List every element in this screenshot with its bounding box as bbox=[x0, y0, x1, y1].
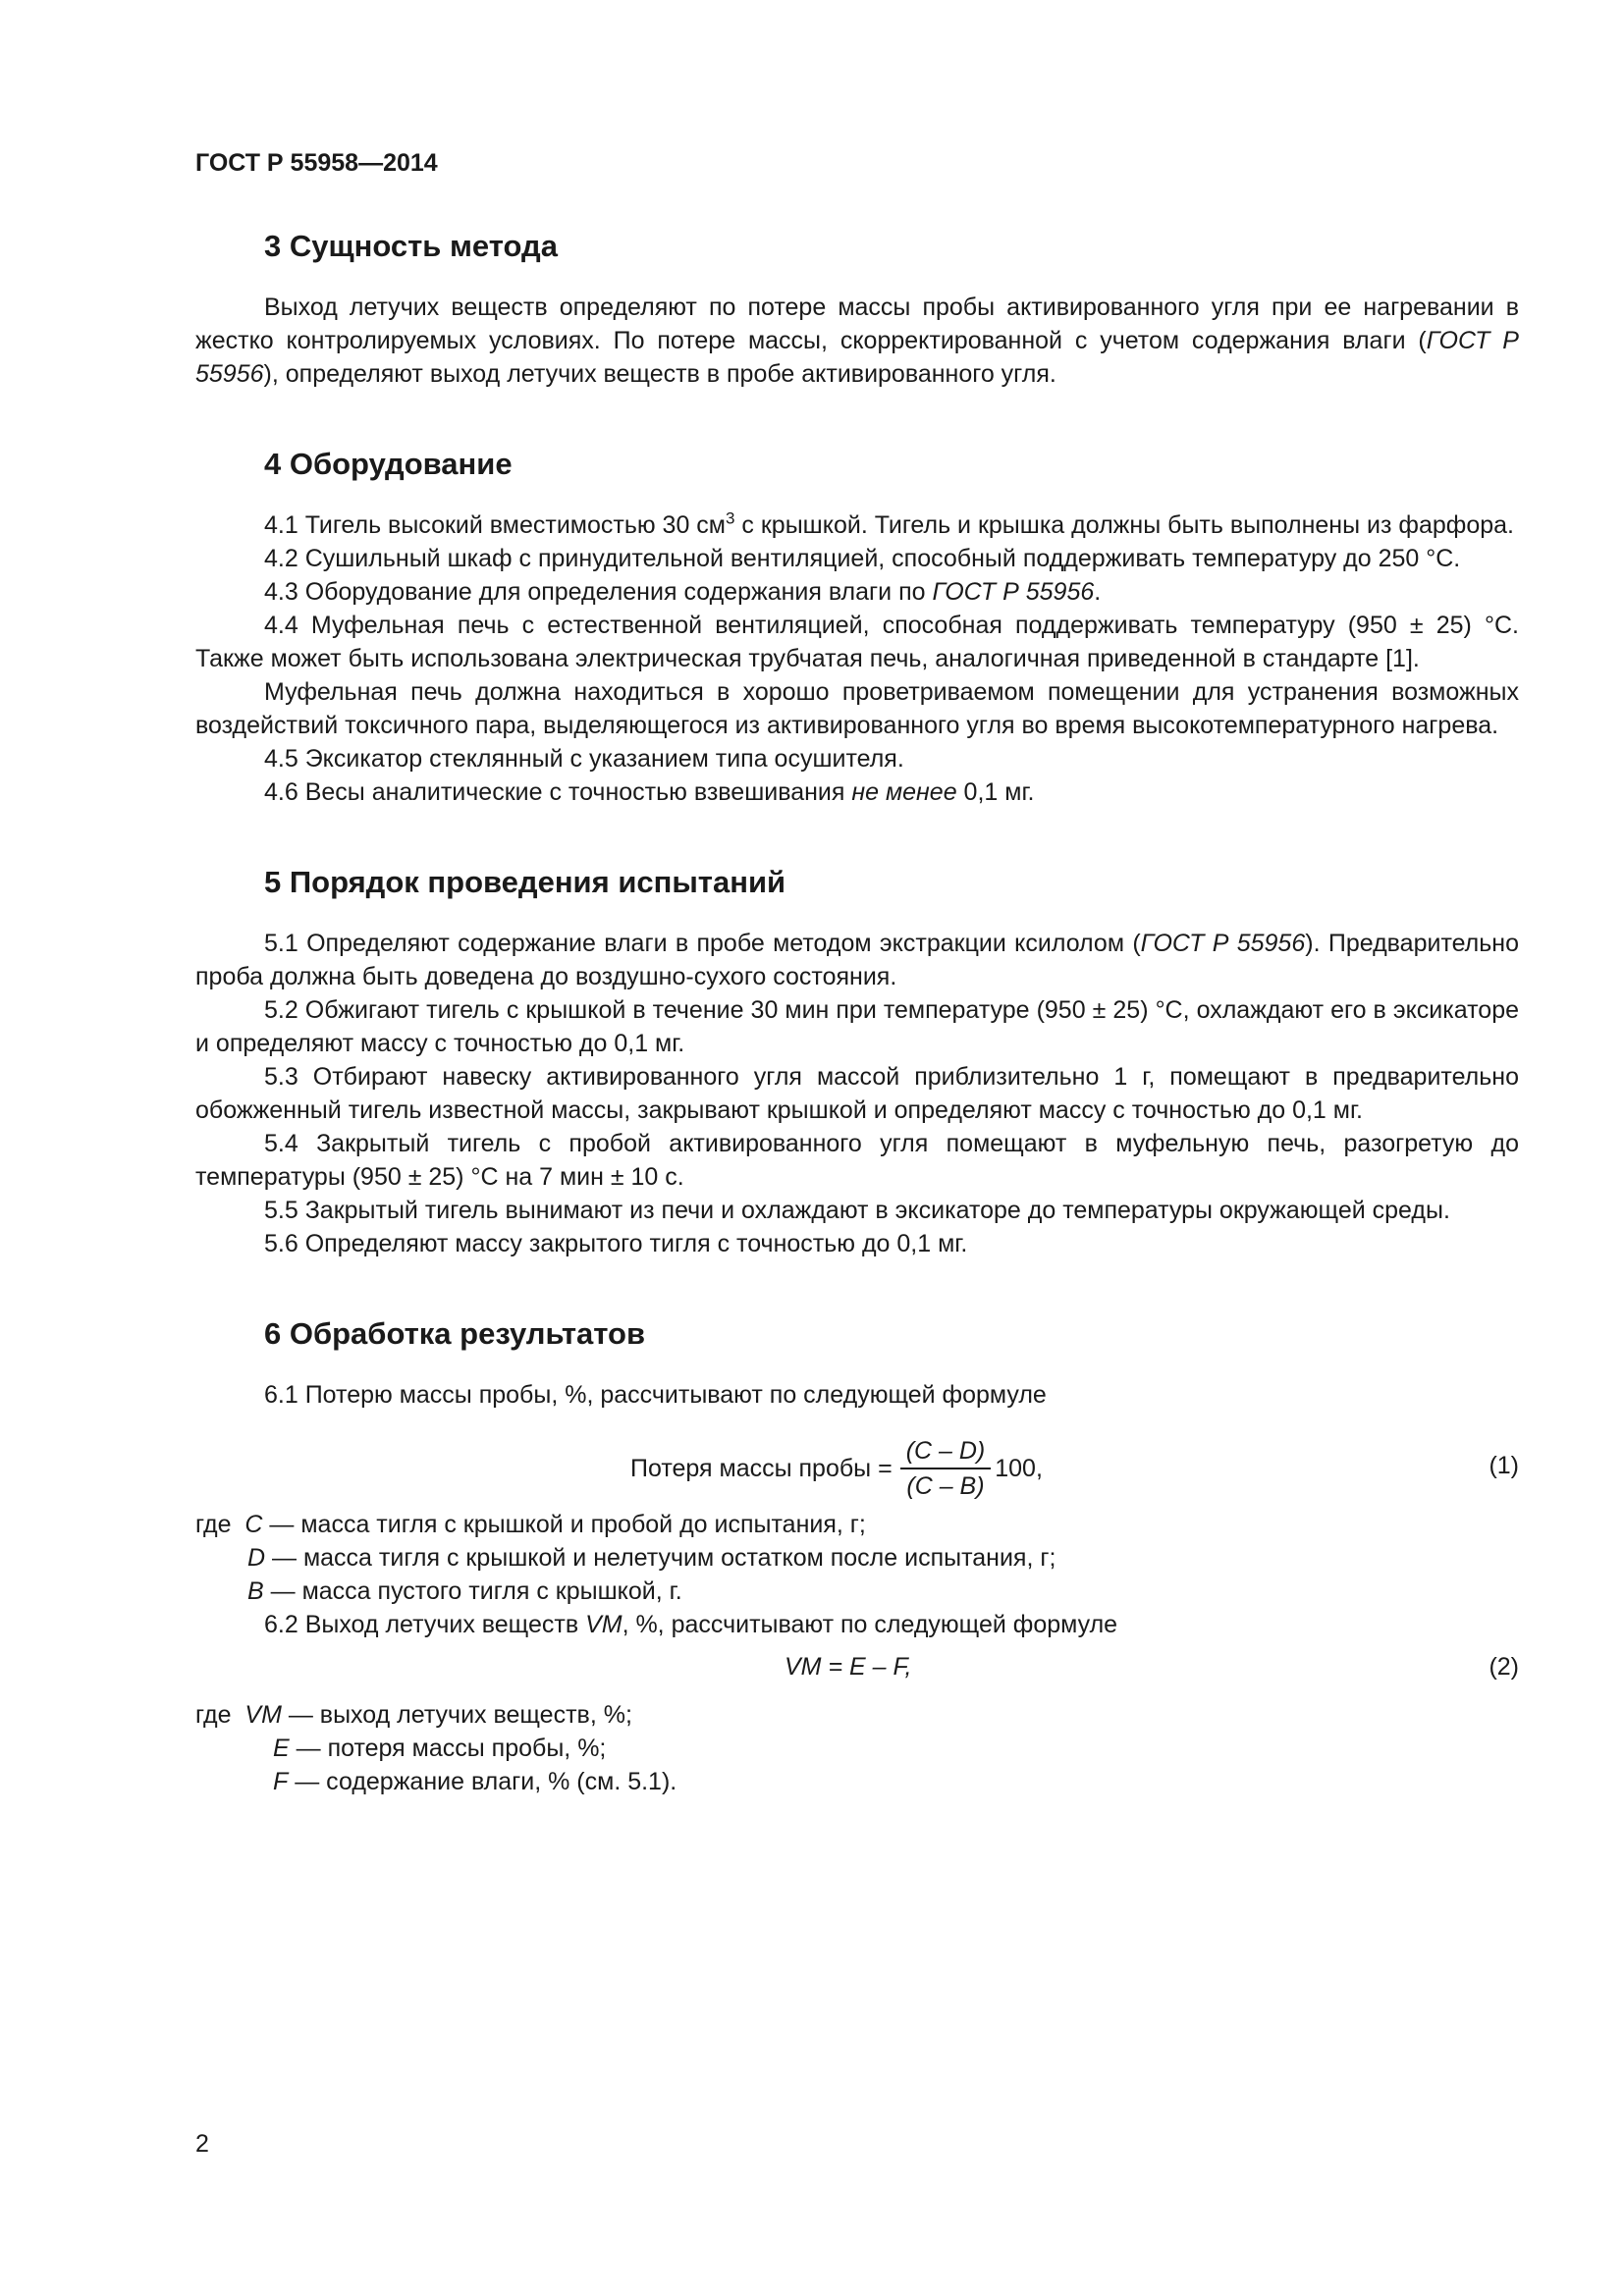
gost-reference: ГОСТ Р 55956 bbox=[195, 327, 1519, 388]
item-4-2: 4.2 Сушильный шкаф с принудительной вентиляцией, способный поддерживать температуру до 250 °С. bbox=[264, 545, 1461, 572]
item-5-5: 5.5 Закрытый тигель вынимают из печи и охлаждают в эксикаторе до температуры окружающей среды. bbox=[264, 1197, 1450, 1224]
section-3-title: 3 Сущность метода bbox=[264, 229, 558, 263]
formula-1-denominator: (C – B) bbox=[906, 1472, 985, 1500]
item-5-3: 5.3 Отбирают навеску активированного угля массой приблизительно 1 г, помещают в предварительно обожженный тигель известной массы, закрывают крышкой и определяют массу с точностью до 0,1 мг. bbox=[195, 1063, 1519, 1124]
formula-2-number: (2) bbox=[1489, 1653, 1519, 1681]
item-6-1: 6.1 Потерю массы пробы, %, рассчитывают по следующей формуле bbox=[264, 1381, 1047, 1409]
formula-1 bbox=[195, 1429, 1519, 1508]
item-4-3: 4.3 Оборудование для определения содержания влаги по ГОСТ Р 55956. bbox=[264, 578, 1102, 606]
item-4-4: 4.4 Муфельная печь с естественной вентиляцией, способная поддерживать температуру (950 ± 25) °С. Также может быть использована электрическая трубчатая печь, аналогичная приведенной в стандарте [1]. bbox=[195, 612, 1519, 672]
item-5-6: 5.6 Определяют массу закрытого тигля с точностью до 0,1 мг. bbox=[264, 1230, 968, 1257]
section-6-title: 6 Обработка результатов bbox=[264, 1316, 646, 1351]
section-5-title: 5 Порядок проведения испытаний bbox=[264, 865, 786, 899]
formula-2 bbox=[195, 1641, 1519, 1698]
item-6-2: 6.2 Выход летучих веществ VM, %, рассчитывают по следующей формуле bbox=[264, 1611, 1118, 1638]
item-5-1: 5.1 Определяют содержание влаги в пробе методом экстракции ксилолом (ГОСТ Р 55956). Предварительно проба должна быть доведена до воздушно-сухого состояния. bbox=[195, 930, 1520, 990]
item-5-2: 5.2 Обжигают тигель с крышкой в течение 30 мин при температуре (950 ± 25) °С, охлаждают его в эксикаторе и определяют массу с точностью до 0,1 мг. bbox=[195, 996, 1519, 1057]
gost-reference: ГОСТ Р 55956 bbox=[1140, 930, 1306, 957]
item-4-6: 4.6 Весы аналитические с точностью взвешивания не менее 0,1 мг. bbox=[264, 778, 1035, 806]
formula-1-multiplier: 100, bbox=[995, 1454, 1043, 1482]
item-4-4-note: Муфельная печь должна находиться в хорошо проветриваемом помещении для устранения возможных воздействий токсичного пара, выделяющегося из активированного угля во время высокотемпературного нагрева. bbox=[195, 678, 1519, 739]
page-number: 2 bbox=[195, 2130, 209, 2158]
formula-2-expression: VM = E – F, bbox=[785, 1653, 912, 1681]
item-4-5: 4.5 Эксикатор стеклянный с указанием типа осушителя. bbox=[264, 745, 904, 773]
section-4-title: 4 Оборудование bbox=[264, 447, 513, 481]
formula-1-numerator: (C – D) bbox=[900, 1434, 992, 1469]
item-5-4: 5.4 Закрытый тигель с пробой активированного угля помещают в муфельную печь, разогретую до температуры (950 ± 25) °С на 7 мин ± 10 с. bbox=[195, 1130, 1519, 1191]
gost-reference: ГОСТ Р 55956 bbox=[932, 578, 1095, 606]
page-content bbox=[195, 222, 1519, 1798]
document-id: ГОСТ Р 55958—2014 bbox=[195, 149, 438, 177]
formula-1-fraction bbox=[900, 1434, 992, 1503]
formula-1-legend: где C — масса тигля с крышкой и пробой до испытания, г; D — масса тигля с крышкой и нелетучим остатком после испытания, г; B — масса пустого тигля с крышкой, г. bbox=[195, 1511, 1056, 1605]
formula-1-number: (1) bbox=[1489, 1452, 1519, 1479]
formula-2-legend: где VM — выход летучих веществ, %; E — потеря массы пробы, %; F — содержание влаги, % (см. 5.1). bbox=[195, 1701, 677, 1795]
item-4-1: 4.1 Тигель высокий вместимостью 30 $см^3$ с крышкой. Тигель и крышка должны быть выполнены из фарфора. bbox=[264, 508, 1514, 539]
formula-1-label: Потеря массы пробы = bbox=[630, 1454, 893, 1482]
section-3-paragraph: Выход летучих веществ определяют по потере массы пробы активированного угля при ее нагревании в жестко контролируемых условиях. По потере массы, скорректированной с учетом содержания влаги (ГОСТ Р 55956), определяют выход летучих веществ в пробе активированного угля. bbox=[195, 294, 1519, 388]
